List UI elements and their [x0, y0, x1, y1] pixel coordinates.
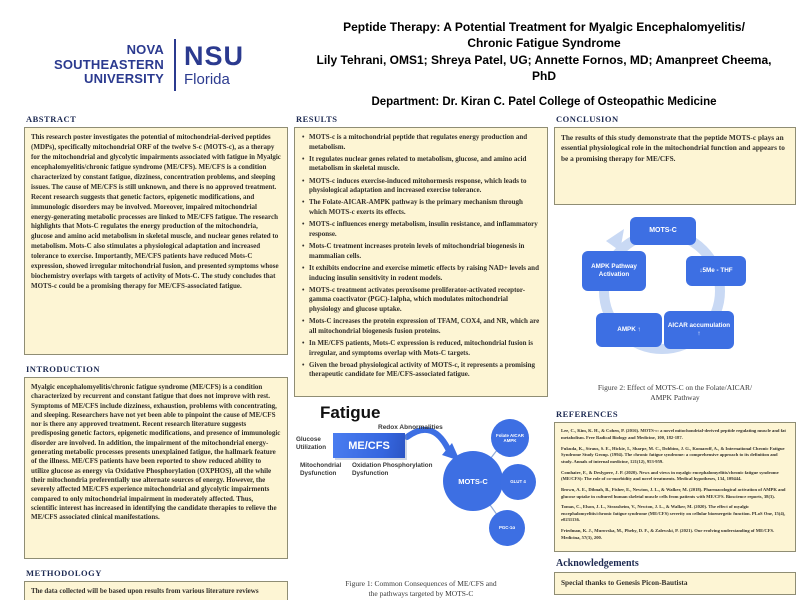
reference-item: Friedman, K. J., Murovska, M., Pheby, D. F., & Zalewski, P. (2021). Our evolving understanding of ME/CFS. Medicina, 57(3), 200.	[561, 528, 775, 540]
poster-title-line2: Chronic Fatigue Syndrome	[467, 35, 621, 50]
left-column	[24, 114, 288, 600]
reference-item: Brown, A. E., Dibnah, B., Fisher, E., Newton, J. L., & Walker, M. (2018). Pharmacological activation of AMPK and glucose uptake in cultured human skeletal muscle cells from patients with ME/CFS. Bioscience reports, 38(3).	[561, 486, 786, 499]
acknowledgements-box: Special thanks to Genesis Picon-Bautista	[554, 572, 796, 595]
results-bullet: • It exhibits endocrine and exercise mimetic effects by raising NAD+ levels and inducing insulin sensitivity in rodent models.	[301, 264, 541, 283]
conclusion-heading: CONCLUSION	[556, 114, 619, 124]
nsu-acronym: NSU	[184, 40, 245, 71]
nsu-state: Florida	[184, 70, 230, 88]
right-column	[554, 114, 796, 595]
results-bullet: • MOTS-c is a mitochondrial peptide that regulates energy production and metabolism.	[301, 133, 541, 152]
methodology-box: The data collected will be based upon results from various literature reviews	[24, 581, 288, 600]
nsu-logo	[14, 30, 284, 100]
results-bullet: • Mots-C treatment increases protein levels of mitochondrial biogenesis in mammalian cells.	[301, 242, 541, 261]
figure2-caption: Figure 2: Effect of MOTS-C on the Folate/AICAR/ AMPK Pathway	[597, 383, 753, 403]
results-bullet: • MOTS-c influences energy metabolism, insulin resistance, and inflammatory response.	[301, 220, 541, 239]
results-box	[294, 127, 548, 397]
results-heading: RESULTS	[296, 114, 338, 124]
middle-column	[294, 114, 548, 599]
abstract-box: This research poster investigates the potential of mitochondrial-derived peptides (MDPs), specifically mitochondrial ORF of the twelve S-c (MOTS-c), as a therapy for the mitochondrial and glycolytic impairments associated with fatigue in Myalgic encephalomyelitis/chronic fatigue syndrome (ME/CFS). ME/CFS is a condition characterized by constant fatigue, dizziness, concentration problems, and sleeping issues. The cause of ME/CFS is still unknown, and there is no approved treatment. Recent research suggests that genetic factors, epigenetic modifications, and immunologic disorders may be involved. Moreover, impaired mitochondrial energy-generating metabolic processes are linked to ME/CFS fatigue. The research highlights that Mots-C regulates the energy production of the mitochondria, glucose and amino acid metabolism in skeletal muscle, and nuclear genes related to metabolism. Mots-C also stimulates a physiological adaptation and increased tolerance to exercise. Importantly, ME/CFS patients have reduced Mots-C expression, showed irregular mitochondrial fusion, and presented symptoms whose biochemistry overlaps with targets of activity of Mots-C. The study concludes that MOTS-c could be a promising therapy for ME/CFS-associated fatigue.	[24, 127, 288, 355]
mecfs-banner: ME/CFS	[333, 433, 405, 458]
folate-aicar-ampk-node: Folate AICAR AMPK	[491, 419, 529, 457]
results-bullet-list	[301, 133, 541, 380]
fig2-mots-c-node: MOTS-C	[630, 217, 696, 245]
poster-authors: Lily Tehrani, OMS1; Shreya Patel, UG; Annette Fornos, MD; Amanpreet Cheema, PhD	[316, 53, 772, 83]
abstract-heading: ABSTRACT	[26, 114, 77, 124]
references-box	[554, 422, 796, 552]
figure2-diagram	[554, 211, 794, 379]
figure1-diagram	[294, 403, 548, 571]
pgc1a-node: PGC-1α	[489, 510, 525, 546]
glucose-utilization-label: Glucose Utilization	[296, 436, 327, 451]
nsu-wordmark-line2: UNIVERSITY	[83, 71, 164, 87]
reference-item: Lee, C., Kim, K. H., & Cohen, P. (2016). MOTS-c: a novel mitochondrial-derived peptide regulating muscle and fat metabolism. Free Radical Biology and Medicine, 100, 182-187.	[561, 428, 786, 440]
poster-title-line1: Peptide Therapy: A Potential Treatment for Myalgic Encephalomyelitis/	[343, 20, 745, 34]
results-bullet: • Mots-C increases the protein expression of TFAM, COX4, and NR, which are all mitochondrial biogenesis fusion proteins.	[301, 317, 541, 336]
fig2-aicar-accumulation-node: AICAR accumulation ↑	[664, 311, 734, 349]
results-bullet: • MOTS-c treatment activates peroxisome proliferator-activated receptor-gamma coactivator (PGC)-1alpha, which modulates mitochondrial physiology and glucose uptake.	[301, 286, 541, 315]
fig2-ampk-node: AMPK ↑	[596, 313, 662, 347]
introduction-heading: INTRODUCTION	[26, 364, 101, 374]
nsu-wordmark	[14, 43, 164, 88]
figure1-caption: Figure 1: Common Consequences of ME/CFS and the pathways targeted by MOTS-C	[345, 579, 497, 599]
results-bullet: • In ME/CFS patients, Mots-C expression is reduced, mitochondrial fusion is irregular, and symptoms overlap with Mots-C targets.	[301, 339, 541, 358]
conclusion-box: The results of this study demonstrate that the peptide MOTS-c plays an essential physiological role in the mitochondrial function and appears to be a promising therapy for ME/CFS.	[554, 127, 796, 205]
references-heading: REFERENCES	[556, 409, 619, 420]
results-bullet: • It regulates nuclear genes related to metabolism, glucose, and amino acid metabolism in skeletal muscle.	[301, 155, 541, 174]
results-bullet: • The Folate-AICAR-AMPK pathway is the primary mechanism through which MOTS-c exerts its effects.	[301, 198, 541, 217]
introduction-box: Myalgic encephalomyelitis/chronic fatigue syndrome (ME/CFS) is a condition characterized by recurrent and constant fatigue that does not improve with rest. Symptoms of ME/CFS include dizziness, exhaustion, problems with concentrating, and sleeping. Researchers have not yet been able to pinpoint the cause of ME/CFS nor is there any approved treatment. Recent research literature suggests predisposing genetic factors, epigenetic modifications, and presence of immunologic disorder are involved. In addition, the impairment of the mitochondrial energy-generating metabolic processes presents unexplained fatigue, the hallmark feature of the illness. ME/CFS patients have been reported to show reduced ability to utilize glucose as energy via Oxidative Phosphorylation (OXPHOS), all the while their mitochondria preferentially use alternate sources of energy. However, the severely affected ME/CFS experience mitochondrial and glycolytic impairments compared to only mitochondrial impairment in moderately affected. Thus, scientific interest has increased in identifying the candidate therapies to relieve the ME/CFS associated clinical manifestations.	[24, 377, 288, 559]
methodology-heading: METHODOLOGY	[26, 568, 102, 578]
fig2-5me-thf-node: ↓5Me - THF	[686, 256, 746, 286]
nsu-acronym-block	[184, 40, 245, 88]
mitochondrial-dysfunction-label: Mitochondrial Dysfunction	[300, 462, 342, 477]
nsu-wordmark-line1: NOVA SOUTHEASTERN	[53, 41, 164, 72]
results-bullet: • Given the broad physiological activity of MOTS-c, it represents a promising therapeutic candidate for ME/CFS-associated fatigue.	[301, 361, 541, 380]
results-bullet: • MOTS-c induces exercise-induced mitohormesis response, which leads to physiological adaptation and increased exercise tolerance.	[301, 177, 541, 196]
fig2-ampk-pathway-node: AMPK Pathway Activation	[582, 251, 646, 291]
poster-department: Department: Dr. Kiran C. Patel College of Osteopathic Medicine	[371, 96, 717, 109]
reference-item: Comhaire, F., & Deslypere, J. P. (2020). News and views in myalgic encephalomyelitis/chronic fatigue syndrome (ME/CFS): The role of co-morbidity and novel treatments. Medical hypotheses, 134, 109444.	[561, 469, 779, 482]
glut4-node: GLUT 4	[500, 464, 536, 500]
reference-item: Tomas, C., Elson, J. L., Strassheim, V., Newton, J. L., & Walker, M. (2020). The effect of myalgic encephalomyelitis/chronic fatigue syndrome (ME/CFS) severity on cellular bioenergetic function. PLoS One, 15(4), e0231136.	[561, 504, 786, 523]
logo-divider	[174, 39, 176, 91]
fatigue-label: Fatigue	[320, 403, 381, 422]
poster-title	[296, 20, 792, 51]
oxphos-dysfunction-label: Oxidation Phosphorylation Dysfunction	[352, 462, 433, 477]
mots-c-node: MOTS-C	[443, 451, 503, 511]
title-block	[296, 20, 792, 108]
acknowledgements-heading: Acknowledgements	[556, 558, 639, 570]
reference-item: Fukuda, K., Straus, S. E., Hickie, I., Sharpe, M. C., Dobbins, J. G., Komaroff, A., & International Chronic Fatigue Syndrome Study Group. (1994). The chronic fatigue syndrome: a comprehensive approach to its definition and study. Annals of internal medicine, 121(12), 953-959.	[561, 445, 785, 464]
redox-abnormalities-label: Redox Abnormalities	[378, 424, 443, 431]
